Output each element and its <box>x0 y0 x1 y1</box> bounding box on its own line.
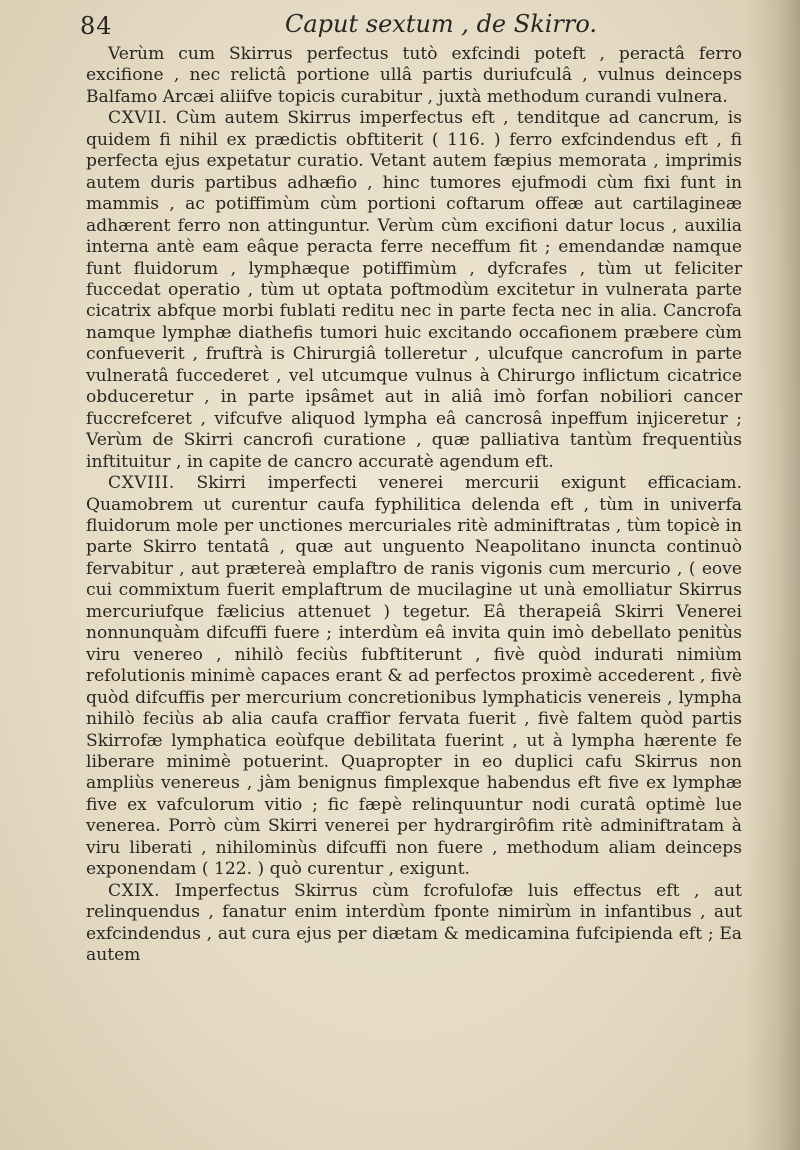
paragraph <box>86 473 742 881</box>
paragraph <box>86 44 742 108</box>
paragraph <box>86 881 742 967</box>
running-head: Caput sextum , de Skirro. <box>285 10 598 38</box>
section-number: CXVIII. <box>108 473 175 494</box>
paragraph-text: Imperfectus Skirrus cùm fcrofulofæ luis effectus eft , aut relinquendus , fanatur enim interdùm fponte nimirùm in infantibus , aut exfcindendus , aut cura ejus per diætam & medicamina fufcipienda eft ; Ea autem <box>86 880 742 966</box>
section-number: CXIX. <box>108 880 161 901</box>
paragraph-text: Skirri imperfecti venerei mercurii exigunt efficaciam. Quamobrem ut curentur caufa fyphilitica delenda eft , tùm in univerfa fluidorum mole per unctiones mercuriales ritè adminiftratas , tùm topicè in parte Skirro tentatâ , quæ aut unguento Neapolitano inuncta continuò fervabitur , aut prætereà emplaftro de ranis vigonis cum mercurio , ( eove cui commixtum fuerit emplaftrum de mucilagine ut unà emolliatur Skirrus mercuriufque fælicius attenuet ) tegetur. Eâ therapeiâ Skirri Venerei nonnunquàm difcuffi fuere ; interdùm eâ invita quin imò debellato penitùs viru venereo , nihilò feciùs fubftiterunt , fivè quòd indurati nimiùm refolutionis minimè capaces erant & ad perfectos proximè accederent , fivè quòd difcuffis per mercurium concretionibus lymphaticis venereis , lympha nihilò feciùs ab alia caufa craffior fervata fuerit , fivè faltem quòd partis Skirrofæ lymphatica eoùfque debilitata fuerint , ut à lympha hærente fe liberare minimè potuerint. Quapropter in eo duplici cafu Skirrus non ampliùs venereus , jàm benignus fimplexque habendus eft five ex lymphæ five ex vafculorum vitio ; fic fæpè relinquuntur nodi curatâ optimè lue venerea. Porrò cùm Skirri venerei per hydrargirôfim ritè adminiftratam à viru liberati , nihilominùs difcuffi non fuere , methodum aliam deinceps exponendam ( 122. ) quò curentur , exigunt. <box>86 473 743 880</box>
paragraph-text: Verùm cum Skirrus perfectus tutò exfcindi poteft , peractâ ferro excifione , nec relictâ portione ullâ partis duriufculâ , vulnus deinceps Balfamo Arcæi aliifve topicis curabitur , juxtà methodum curandi vulnera. <box>86 44 742 107</box>
paragraph-text: Cùm autem Skirrus imperfectus eft , tenditque ad cancrum, is quidem fi nihil ex prædictis obftiterit ( 116. ) ferro exfcindendus eft , fi perfecta ejus expetatur curatio. Vetant autem fæpius memorata , imprimis autem duris partibus adhæfio , hinc tumores ejufmodi cùm fixi funt in mammis , ac potiffimùm cùm portioni coftarum offeæ aut cartilagineæ adhærent ferro non attinguntur. Verùm cùm excifioni datur locus , auxilia interna antè eam eâque peracta ferre neceffum fit ; emendandæ namque funt fluidorum , lymphæque potiffimùm , dyfcrafes , tùm ut feliciter fuccedat operatio , tùm ut optata poftmodùm excitetur in vulnerata parte cicatrix abfque morbi fublati reditu nec in parte fecta nec in alia. Cancrofa namque lymphæ diathefis tumori huic excitando occafionem præbere cùm confueverit , fruftrà is Chirurgiâ tolleretur , ulcufque cancrofum in parte vulneratâ fuccederet , vel utcumque vulnus à Chirurgo inflictum cicatrice obduceretur , in parte ipsâmet aut in aliâ imò forfan nobiliori cancer fuccrefceret , vifcufve aliquod lympha eâ cancrosâ inpeffum injiceretur ; Verùm de Skirri cancrofi curatione , quæ palliativa tantùm frequentiùs inftituitur , in capite de cancro accuratè agendum eft. <box>86 108 742 472</box>
section-number: CXVII. <box>108 108 168 129</box>
page-edge-shadow <box>745 0 800 1150</box>
body-text <box>86 44 742 966</box>
page-header <box>80 8 720 48</box>
page-number: 84 <box>80 12 113 40</box>
paragraph <box>86 108 742 473</box>
